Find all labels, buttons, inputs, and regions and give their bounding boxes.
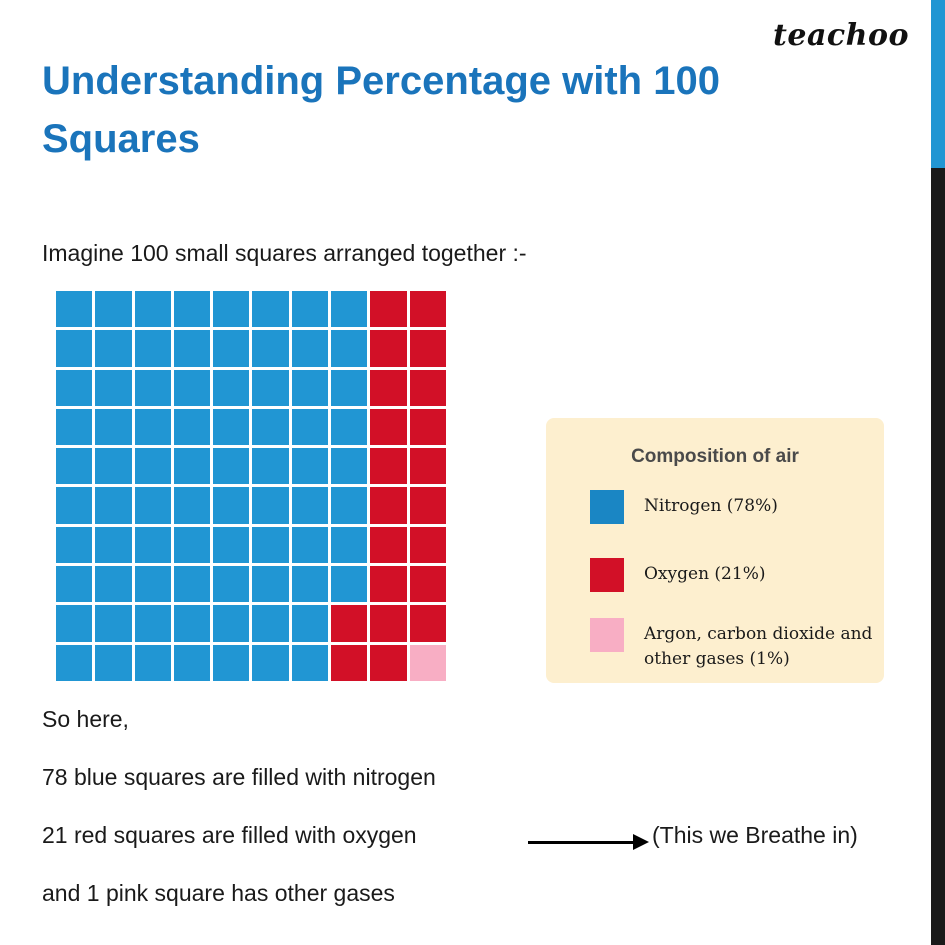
grid-cell-nitrogen [174, 527, 210, 563]
right-edge-bar-blue [931, 0, 945, 168]
grid-cell-nitrogen [95, 330, 131, 366]
grid-cell-oxygen [410, 370, 446, 406]
grid-cell-nitrogen [331, 487, 367, 523]
grid-cell-nitrogen [56, 566, 92, 602]
grid-cell-nitrogen [252, 605, 288, 641]
grid-cell-nitrogen [213, 448, 249, 484]
grid-cell-nitrogen [56, 605, 92, 641]
grid-cell-nitrogen [292, 487, 328, 523]
grid-cell-nitrogen [252, 448, 288, 484]
grid-cell-nitrogen [56, 370, 92, 406]
grid-cell-nitrogen [174, 409, 210, 445]
grid-cell-nitrogen [135, 448, 171, 484]
grid-cell-nitrogen [331, 448, 367, 484]
grid-cell-nitrogen [95, 409, 131, 445]
intro-text: Imagine 100 small squares arranged together :- [42, 240, 527, 266]
grid-cell-nitrogen [213, 409, 249, 445]
grid-cell-nitrogen [252, 566, 288, 602]
grid-cell-nitrogen [135, 487, 171, 523]
grid-cell-oxygen [370, 527, 406, 563]
brand-logo: teachoo [773, 18, 909, 53]
legend-label-other-gases: Argon, carbon dioxide and other gases (1%) [644, 624, 873, 669]
page-title: Understanding Percentage with 100 Squares [42, 59, 720, 161]
grid-cell-nitrogen [56, 291, 92, 327]
note-so-here: So here, [42, 706, 129, 732]
grid-cell-nitrogen [252, 487, 288, 523]
grid-cell-nitrogen [95, 291, 131, 327]
legend-title: Composition of air [631, 446, 799, 467]
grid-cell-oxygen [410, 291, 446, 327]
grid-cell-oxygen [370, 409, 406, 445]
grid-cell-nitrogen [252, 645, 288, 681]
grid-cell-oxygen [410, 448, 446, 484]
grid-cell-nitrogen [292, 527, 328, 563]
grid-cell-nitrogen [56, 409, 92, 445]
grid-cell-nitrogen [135, 566, 171, 602]
legend-card [546, 418, 884, 683]
grid-cell-nitrogen [331, 527, 367, 563]
legend-swatch-nitrogen [590, 490, 624, 524]
grid-cell-oxygen [410, 330, 446, 366]
arrow-icon [528, 832, 653, 852]
legend-swatch-oxygen [590, 558, 624, 592]
grid-cell-nitrogen [135, 330, 171, 366]
arrow-head [633, 834, 649, 850]
grid-cell-nitrogen [292, 291, 328, 327]
legend-item-nitrogen [590, 490, 778, 524]
grid-cell-nitrogen [56, 645, 92, 681]
grid-cell-nitrogen [174, 330, 210, 366]
grid-cell-nitrogen [174, 448, 210, 484]
grid-cell-oxygen [370, 291, 406, 327]
grid-cell-other-gas [410, 645, 446, 681]
grid-cell-nitrogen [174, 370, 210, 406]
grid-cell-nitrogen [252, 370, 288, 406]
note-nitrogen-count: 78 blue squares are filled with nitrogen [42, 764, 436, 790]
grid-cell-oxygen [370, 487, 406, 523]
hundred-squares-grid [56, 291, 446, 681]
grid-cell-oxygen [410, 605, 446, 641]
legend-swatch-other-gases [590, 618, 624, 652]
grid-cell-nitrogen [95, 527, 131, 563]
right-edge-bar-dark [931, 168, 945, 945]
grid-cell-oxygen [370, 330, 406, 366]
grid-cell-nitrogen [135, 605, 171, 641]
grid-cell-nitrogen [252, 409, 288, 445]
grid-cell-nitrogen [56, 448, 92, 484]
grid-cell-nitrogen [213, 566, 249, 602]
legend-item-other-gases [590, 618, 884, 671]
grid-cell-nitrogen [252, 330, 288, 366]
grid-cell-nitrogen [95, 645, 131, 681]
grid-cell-nitrogen [135, 645, 171, 681]
grid-cell-oxygen [331, 645, 367, 681]
grid-cell-oxygen [370, 566, 406, 602]
grid-cell-nitrogen [56, 330, 92, 366]
grid-cell-nitrogen [213, 487, 249, 523]
legend-label-nitrogen: Nitrogen (78%) [644, 496, 778, 516]
grid-cell-nitrogen [174, 487, 210, 523]
grid-cell-oxygen [331, 605, 367, 641]
grid-cell-nitrogen [213, 291, 249, 327]
grid-cell-nitrogen [292, 330, 328, 366]
grid-cell-nitrogen [95, 487, 131, 523]
legend-item-oxygen [590, 558, 765, 592]
grid-cell-oxygen [370, 448, 406, 484]
grid-cell-nitrogen [135, 291, 171, 327]
grid-cell-oxygen [410, 409, 446, 445]
grid-cell-nitrogen [292, 370, 328, 406]
grid-cell-nitrogen [292, 448, 328, 484]
grid-cell-oxygen [370, 645, 406, 681]
grid-cell-oxygen [370, 605, 406, 641]
grid-cell-nitrogen [135, 527, 171, 563]
grid-cell-nitrogen [252, 291, 288, 327]
grid-cell-oxygen [370, 370, 406, 406]
grid-cell-nitrogen [95, 566, 131, 602]
grid-cell-nitrogen [213, 645, 249, 681]
grid-cell-nitrogen [292, 605, 328, 641]
grid-cell-nitrogen [213, 330, 249, 366]
grid-cell-oxygen [410, 566, 446, 602]
grid-cell-nitrogen [174, 566, 210, 602]
arrow-line [528, 841, 636, 844]
grid-cell-nitrogen [213, 605, 249, 641]
grid-cell-nitrogen [252, 527, 288, 563]
grid-cell-nitrogen [174, 605, 210, 641]
note-oxygen-count: 21 red squares are filled with oxygen [42, 822, 417, 848]
grid-cell-nitrogen [56, 487, 92, 523]
grid-cell-nitrogen [174, 645, 210, 681]
grid-cell-nitrogen [292, 566, 328, 602]
grid-cell-nitrogen [95, 370, 131, 406]
grid-cell-oxygen [410, 487, 446, 523]
grid-cell-nitrogen [174, 291, 210, 327]
grid-cell-nitrogen [135, 370, 171, 406]
grid-cell-nitrogen [213, 370, 249, 406]
breathe-note: (This we Breathe in) [652, 822, 858, 848]
grid-cell-nitrogen [331, 409, 367, 445]
grid-cell-oxygen [410, 527, 446, 563]
note-other-count: and 1 pink square has other gases [42, 880, 395, 906]
grid-cell-nitrogen [292, 645, 328, 681]
grid-cell-nitrogen [213, 527, 249, 563]
grid-cell-nitrogen [95, 448, 131, 484]
grid-cell-nitrogen [331, 330, 367, 366]
grid-cell-nitrogen [292, 409, 328, 445]
grid-cell-nitrogen [331, 370, 367, 406]
grid-cell-nitrogen [56, 527, 92, 563]
legend-label-oxygen: Oxygen (21%) [644, 564, 766, 584]
grid-cell-nitrogen [331, 291, 367, 327]
grid-cell-nitrogen [331, 566, 367, 602]
grid-cell-nitrogen [135, 409, 171, 445]
grid-cell-nitrogen [95, 605, 131, 641]
